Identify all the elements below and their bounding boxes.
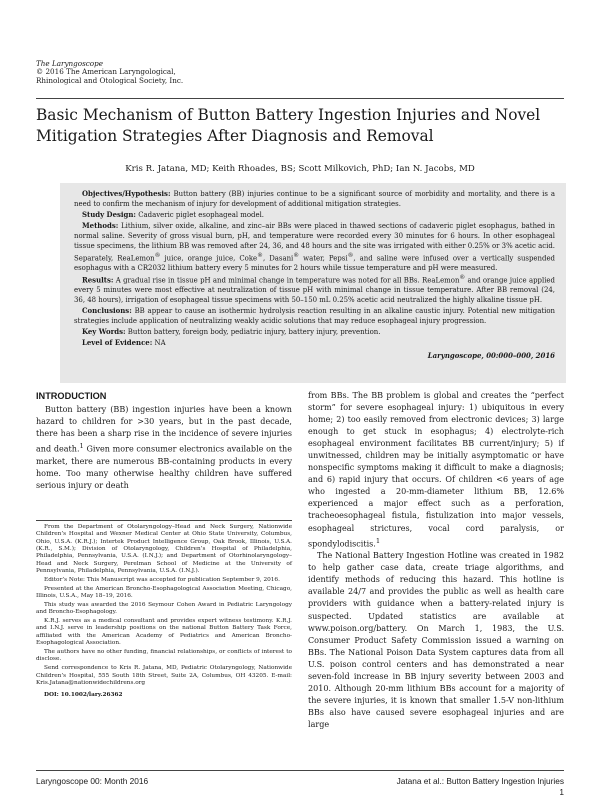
footnote-disclosure: K.R.J. serves as a medical consultant and provides expert witness testimony. K.R.J. and I.N.J. serve in leadership positions on the national Button Battery Task Force, affiliated with the American Academy of Pediatrics and American Broncho-Esophagological Association. <box>36 618 292 647</box>
journal-header <box>36 60 183 85</box>
footnotes <box>36 524 292 701</box>
intro-paragraph-2: from BBs. The BB problem is global and creates the “perfect storm” for severe esophageal injury: 1) ubiquitous in every home; 2) too easily removed from electronic devices; 3) large enough to get stuck in esophagus; 4) electrolyte-rich esophageal environment facilitates BB current/injury; 5) if unwitnessed, children may be initially asymptomatic or have nonspecific symptoms making it difficult to make a diagnosis; and 6) rapid injury that occurs. Of children <6 years of age who ingested a 20-mm-diameter lithium BB, 12.6% experienced a major effect such as a perforation, tracheoesophageal fistula, fistulization into major vessels, esophageal strictures, vocal cord paralysis, or spondylodiscitis.$^1$ <box>308 391 564 549</box>
abstract-level: Level of Evidence: NA <box>82 337 166 347</box>
section-heading: INTRODUCTION <box>36 391 107 401</box>
intro-paragraph-1: Button battery (BB) ingestion injuries have been a known hazard to children for >30 years, but in the past decade, there has been a sharp rise in the incidence of severe injuries and death.$^1$ Given more consumer electronics available on the market, there are numerous BB-containing products in every home. Too many otherwise healthy children have suffered serious injury or death <box>36 405 292 490</box>
bottom-divider <box>36 770 564 771</box>
copyright-line-1: © 2016 The American Laryngological, <box>36 67 176 77</box>
copyright-line-2: Rhinological and Otological Society, Inc. <box>36 75 184 85</box>
footnote-presented: Presented at the American Broncho-Esophagological Association Meeting, Chicago, Illinois, U.S.A., May 18–19, 2016. <box>36 585 292 600</box>
abstract-conclusions: Conclusions: BB appear to cause an isothermic hydrolysis reaction resulting in an alkaline caustic injury. Potential new mitigation strategies include application of neutralizing weakly acidic solutions that may reduce esophageal injury progression. <box>74 306 555 326</box>
abstract-citation: Laryngoscope, 00:000–000, 2016 <box>427 350 555 360</box>
page-number: 1 <box>559 787 564 797</box>
footnote-conflicts: The authors have no other funding, financial relationships, or conflicts of interest to disclose. <box>36 649 292 663</box>
article-title: Basic Mechanism of Button Battery Ingestion Injuries and Novel Mitigation Strategies After Diagnosis and Removal <box>36 106 541 145</box>
author-list: Kris R. Jatana, MD; Keith Rhoades, BS; Scott Milkovich, PhD; Ian N. Jacobs, MD <box>125 164 475 174</box>
abstract <box>74 189 555 361</box>
footnote-award: This study was awarded the 2016 Seymour Cohen Award in Pediatric Laryngology and Broncho-Esophagology. <box>36 601 292 616</box>
intro-paragraph-3: The National Battery Ingestion Hotline was created in 1982 to help gather case data, create triage algorithms, and identify methods of reducing this hazard. This hotline is available 24/7 and provides the public as well as health care providers with guidance when a battery-related injury is suspected. Updated statistics are available at www.poison.org/battery. On March 1, 1983, the U.S. Consumer Product Safety Commission issued a warning on BBs. The National Poison Data System captures data from all U.S. poison control centers and has demonstrated a near seven-fold increase in BB injury severity between 2003 and 2010. Although 20-mm lithium BBs account for a majority of the severe injuries, it is known that smaller 1.5-V non-lithium BBs also have caused severe esophageal injuries and are large <box>308 551 564 729</box>
footnote-editors-note: Editor’s Note: This Manuscript was accepted for publication September 9, 2016. <box>44 576 280 583</box>
reference-marker: 1 <box>375 536 381 545</box>
abstract-objectives: Objectives/Hypothesis: Button battery (BB) injuries continue to be a significant source of morbidity and mortality, and there is a need to confirm the mechanism of injury for development of additional mitigation strategies. <box>74 189 555 208</box>
journal-name: The Laryngoscope <box>36 59 103 68</box>
abstract-results: Results: A gradual rise in tissue pH and minimal change in temperature was noted for all BBs. ReaLemon® and orange juice applied every 5 minutes were most effective at neutralization of tissue pH with minimal change in tissue temperature. After BB removal (24, 36, 48 hours), irrigation of esophageal tissue specimens with 50–150 mL 0.25% acetic acid neutralized the highly alkaline tissue pH. <box>74 274 555 305</box>
abstract-design: Study Design: Cadaveric piglet esophageal model. <box>82 209 265 219</box>
reference-marker: 1 <box>79 442 84 451</box>
footnote-affiliations: From the Department of Otolaryngology–Head and Neck Surgery, Nationwide Children’s Hospital and Wexner Medical Center at Ohio State University, Columbus, Ohio, U.S.A. (K.R.J.); Intertek Product Intelligence Group, Oak Brook, Illinois, U.S.A. (K.R., S.M.); Division of Otolaryngology, Children’s Hospital of Philadelphia, Philadelphia, Pennsylvania, U.S.A. (I.N.J.); and Department of Otorhinolaryngology–Head and Neck Surgery, Perelman School of Medicine at the University of Pennsylvania, Philadelphia, Pennsylvania, U.S.A. (I.N.J.). <box>36 524 292 575</box>
footer-running-title: Jatana et al.: Button Battery Ingestion Injuries <box>396 776 564 786</box>
footnote-correspondence: Send correspondence to Kris R. Jatana, MD, Pediatric Otolaryngology, Nationwide Children’s Hospital, 555 South 18th Street, Suite 2A, Columbus, OH 43205. E-mail: Kris.Jatana@nationwidechildrens.org <box>36 665 292 686</box>
top-divider <box>36 98 564 99</box>
left-column <box>36 390 292 492</box>
doi: DOI: 10.1002/lary.26362 <box>44 692 123 699</box>
abstract-keywords: Key Words: Button battery, foreign body, pediatric injury, battery injury, prevention. <box>82 327 381 337</box>
abstract-methods: Methods: Lithium, silver oxide, alkaline, and zinc–air BBs were placed in thawed sections of cadaveric piglet esophagus, bathed in normal saline. Severity of gross visual burn, pH, and temperature were recorded every 30 minutes for 6 hours. In other esophageal tissue specimens, the lithium BB was removed after 24, 36, and 48 hours and the site was irrigated with either 0.25% or 3% acetic acid. Separately, ReaLemon® juice, orange juice, Coke®, Dasani® water, Pepsi®, and saline were infused over a vertically suspended esophagus with a CR2032 lithium battery every 5 minutes for 2 hours while tissue temperature and pH were measured. <box>74 220 555 272</box>
footer-journal: Laryngoscope 00: Month 2016 <box>36 776 149 786</box>
right-column <box>308 390 564 731</box>
footnote-divider <box>36 520 292 521</box>
